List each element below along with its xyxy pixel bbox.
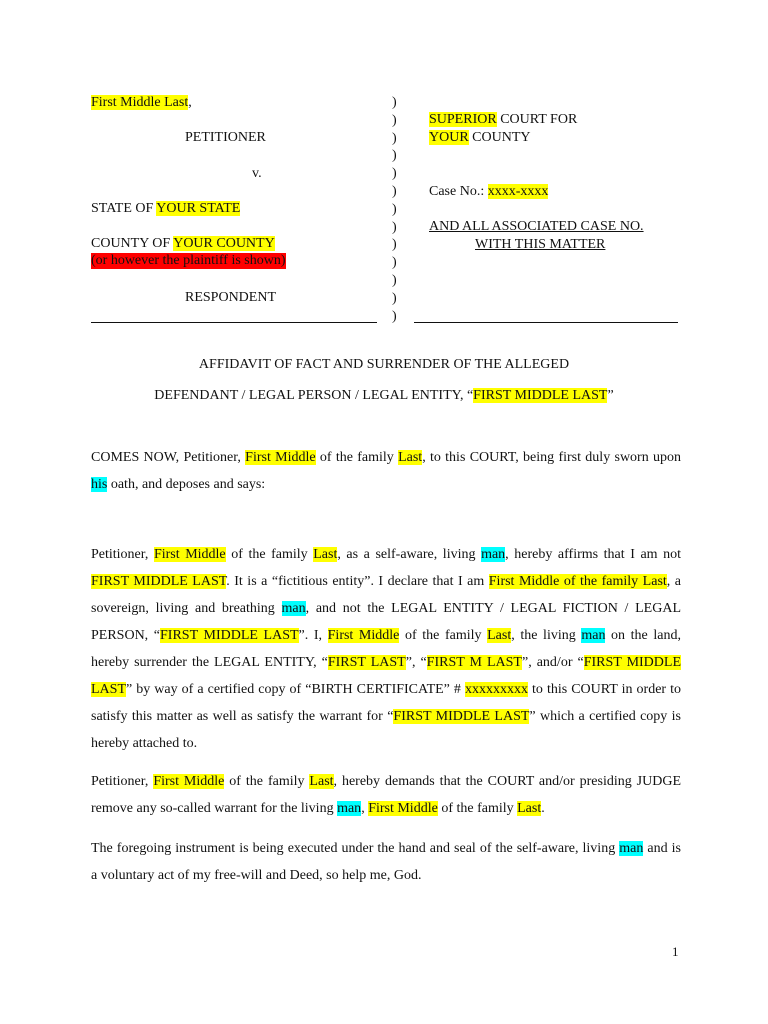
paren: ) [392,183,397,199]
highlighted-run: FIRST M LAST [426,655,522,670]
text-run: COMES NOW, Petitioner, [91,450,246,465]
paragraph-affirmation [91,541,681,757]
highlighted-run: Last [487,628,512,643]
text-run: oath, and deposes and says: [107,477,266,492]
petitioner-name: First Middle Last [91,95,189,110]
court-county-line: YOUR COUNTY [429,130,531,145]
state-placeholder: YOUR STATE [156,201,241,216]
text-run: of the family [224,774,310,789]
highlighted-run: Last [398,450,423,465]
county-placeholder: YOUR COUNTY [173,236,275,251]
text-run: to this COURT in order to satisfy this matter as well as satisfy the warrant for “ [91,682,681,724]
highlighted-run: FIRST MIDDLE LAST [91,574,227,589]
paren: ) [392,148,397,164]
highlighted-run: Last [313,547,338,562]
highlighted-run: xxxxxxxxx [464,682,528,697]
court-placeholder: SUPERIOR [429,112,497,127]
text-run: The foregoing instrument is being executed under the hand and seal of the self-aware, living [91,841,620,856]
highlighted-run: FIRST MIDDLE LAST [160,628,299,643]
paren: ) [392,112,397,128]
highlighted-run: Last [309,774,334,789]
paren: ) [392,130,397,146]
text-run: of the family [225,547,314,562]
paren: ) [392,290,397,306]
text-run: ” which a certified copy is hereby attached to. [91,709,681,751]
case-number-line: Case No.: xxxx-xxxx [429,184,549,199]
paren: ) [392,166,397,182]
paragraph-comes-now [91,444,681,498]
highlighted-run: First Middle [245,450,316,465]
paren: ) [392,272,397,288]
paragraph-demand [91,768,681,822]
highlighted-run: Last [517,801,542,816]
highlighted-run: First Middle of the family Last [488,574,667,589]
highlighted-run: man [581,628,606,643]
court-line: SUPERIOR COURT FOR [429,112,578,127]
text-run: , as a self-aware, living [337,547,482,562]
text-run: of the family [437,801,518,816]
text-run: . It is a “fictitious entity”. I declare that I am [226,574,489,589]
highlighted-run: First Middle [368,801,438,816]
text-run: , the living [511,628,582,643]
versus-label: v. [252,166,262,181]
highlighted-run: FIRST LAST [327,655,406,670]
text-run: of the family [315,450,399,465]
paren: ) [392,219,397,235]
highlighted-run: First Middle [153,774,225,789]
highlighted-run: his [91,477,108,492]
left-caption-rule [91,322,377,323]
text-run: and is a voluntary act of my free-will and Deed, so help me, God. [91,841,681,883]
text-run: , a sovereign, living and breathing [91,574,682,616]
text-run: ”. I, [298,628,328,643]
highlighted-run: First Middle [153,547,226,562]
text-run: , hereby affirms that I am not [505,547,682,562]
text-run: ” by way of a certified copy of “BIRTH CERTIFICATE” # [126,682,465,697]
petitioner-name-line: First Middle Last, [91,95,192,110]
affidavit-title-line1: AFFIDAVIT OF FACT AND SURRENDER OF THE ALLEGED [198,357,570,372]
text-run: of the family [399,628,488,643]
paren: ) [392,308,397,324]
highlighted-run: man [281,601,306,616]
text-run: Petitioner, [91,547,154,562]
respondent-label: RESPONDENT [185,290,277,305]
text-run: Petitioner, [91,774,154,789]
court-county-placeholder: YOUR [429,130,469,145]
paren: ) [392,201,397,217]
text-run: ”, and/or “ [522,655,584,670]
paren: ) [392,255,397,271]
highlighted-run: FIRST MIDDLE LAST [393,709,530,724]
paren: ) [392,95,397,110]
text-run: ”, “ [405,655,427,670]
state-line: STATE OF YOUR STATE [91,201,241,216]
text-run: , hereby demands that the COURT and/or presiding JUDGE remove any so-called warrant for the living [91,774,682,816]
text-run: on the land, hereby surrender the LEGAL ENTITY, “ [91,628,681,670]
highlighted-run: First Middle [327,628,400,643]
paragraph-execution [91,835,681,889]
text-run: , and not the LEGAL ENTITY / LEGAL FICTION / LEGAL PERSON, “ [91,601,681,643]
title-name-placeholder: FIRST MIDDLE LAST [473,388,608,403]
paren: ) [392,237,397,253]
highlighted-run: man [337,801,362,816]
text-run: , [361,801,369,816]
petitioner-label: PETITIONER [185,130,266,145]
plaintiff-note: (or however the plaintiff is shown) [91,253,286,268]
associated-case-line2: WITH THIS MATTER [475,237,606,252]
text-run: , to this COURT, being first duly sworn upon [422,450,682,465]
case-number-placeholder: xxxx-xxxx [487,184,549,199]
page-number: 1 [672,944,679,959]
right-caption-rule [414,322,678,323]
affidavit-title-line2: DEFENDANT / LEGAL PERSON / LEGAL ENTITY, “FIRST MIDDLE LAST” [154,388,614,403]
highlighted-run: man [619,841,644,856]
associated-case-line1: AND ALL ASSOCIATED CASE NO. [429,219,644,234]
text-run: . [541,801,545,816]
caption-paren-column [392,94,397,325]
county-line: COUNTY OF YOUR COUNTY [91,236,275,251]
highlighted-run: man [481,547,506,562]
highlighted-run: FIRST MIDDLE LAST [91,655,682,697]
